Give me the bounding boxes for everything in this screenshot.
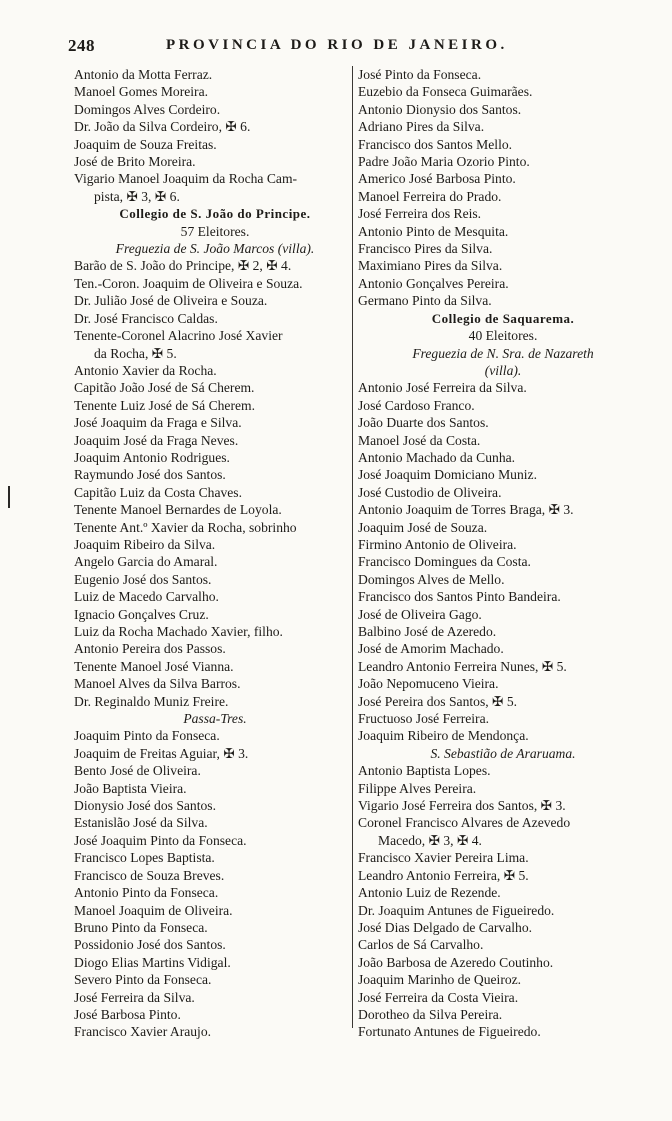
right-column bbox=[358, 66, 648, 1041]
left-parish-heading: Freguezia de S. João Marcos (villa). bbox=[115, 241, 315, 257]
right-entry: José Cardoso Franco. bbox=[358, 397, 475, 413]
right-entry: Francisco Xavier Pereira Lima. bbox=[358, 850, 529, 866]
left-entry: Joaquim de Souza Freitas. bbox=[74, 136, 217, 152]
left-entry: José Ferreira da Silva. bbox=[74, 989, 195, 1005]
left-entry: Barão de S. João do Principe, ✠ 2, ✠ 4. bbox=[74, 258, 292, 274]
left-entry: Joaquim Antonio Rodrigues. bbox=[74, 449, 230, 465]
column-divider bbox=[352, 66, 353, 1028]
running-title: PROVINCIA DO RIO DE JANEIRO. bbox=[166, 37, 508, 53]
right-parish-heading: Freguezia de N. Sra. de Nazareth bbox=[412, 345, 594, 361]
left-entry: Francisco Lopes Baptista. bbox=[74, 850, 215, 866]
left-entry: Vigario Manoel Joaquim da Rocha Cam- bbox=[74, 171, 298, 187]
right-entry: Firmino Antonio de Oliveira. bbox=[358, 536, 517, 552]
left-entry: Estanislão José da Silva. bbox=[74, 815, 208, 831]
left-entry: José Joaquim Pinto da Fonseca. bbox=[74, 832, 247, 848]
left-entry-continuation: pista, ✠ 3, ✠ 6. bbox=[94, 188, 180, 204]
left-parish-heading: Passa-Tres. bbox=[183, 711, 247, 727]
right-entry: Joaquim Ribeiro de Mendonça. bbox=[358, 728, 529, 744]
right-entry: Antonio Dionysio dos Santos. bbox=[358, 101, 522, 117]
right-entry: Antonio Baptista Lopes. bbox=[358, 763, 491, 779]
left-entry: Tenente Manoel Bernardes de Loyola. bbox=[74, 502, 282, 518]
left-entry: Capitão Luiz da Costa Chaves. bbox=[74, 484, 242, 500]
right-entry: José Ferreira da Costa Vieira. bbox=[358, 989, 519, 1005]
right-entry: José Joaquim Domiciano Muniz. bbox=[358, 467, 537, 483]
right-entry: Vigario José Ferreira dos Santos, ✠ 3. bbox=[358, 798, 566, 814]
right-entry: Francisco dos Santos Mello. bbox=[358, 136, 513, 152]
left-entry: José de Brito Moreira. bbox=[74, 154, 196, 170]
right-entry: Balbino José de Azeredo. bbox=[358, 624, 497, 639]
right-entry: Francisco Pires da Silva. bbox=[358, 241, 493, 257]
right-entry: Carlos de Sá Carvalho. bbox=[358, 937, 484, 953]
left-entry: Diogo Elias Martins Vidigal. bbox=[74, 954, 231, 970]
right-entry: José Pereira dos Santos, ✠ 5. bbox=[358, 693, 518, 709]
left-entry: Tenente Manoel José Vianna. bbox=[74, 658, 234, 674]
left-entry: Ignacio Gonçalves Cruz. bbox=[74, 606, 209, 622]
right-entry: José Ferreira dos Reis. bbox=[358, 206, 482, 222]
right-entry: Antonio Joaquim de Torres Braga, ✠ 3. bbox=[358, 502, 574, 518]
right-entry-continuation: Macedo, ✠ 3, ✠ 4. bbox=[378, 832, 482, 848]
left-entry: Luiz de Macedo Carvalho. bbox=[74, 589, 219, 605]
right-entry: Leandro Antonio Ferreira Nunes, ✠ 5. bbox=[358, 658, 567, 674]
left-entry: Joaquim Pinto da Fonseca. bbox=[74, 728, 220, 744]
right-entry: José Dias Delgado de Carvalho. bbox=[358, 919, 533, 935]
left-entry: Antonio Pereira dos Passos. bbox=[74, 641, 226, 657]
right-entry: Fructuoso José Ferreira. bbox=[358, 711, 489, 727]
right-entry: Joaquim José de Souza. bbox=[358, 519, 488, 535]
right-entry: João Barbosa de Azeredo Coutinho. bbox=[358, 954, 554, 970]
left-entry: Dr. João da Silva Cordeiro, ✠ 6. bbox=[74, 119, 251, 135]
right-entry: Filippe Alves Pereira. bbox=[358, 780, 477, 796]
right-parish-heading: (villa). bbox=[484, 362, 522, 378]
left-entry: Dionysio José dos Santos. bbox=[74, 798, 216, 814]
right-entry: Manoel José da Costa. bbox=[358, 432, 481, 448]
right-entry: Padre João Maria Ozorio Pinto. bbox=[358, 154, 530, 170]
left-entry: Bruno Pinto da Fonseca. bbox=[74, 919, 208, 935]
right-entry: Antonio Pinto de Mesquita. bbox=[358, 223, 509, 239]
left-entry: Eugenio José dos Santos. bbox=[74, 571, 212, 587]
right-entry: João Nepomuceno Vieira. bbox=[358, 676, 499, 692]
left-column bbox=[74, 66, 356, 1041]
right-entry: João Duarte dos Santos. bbox=[358, 415, 489, 431]
left-entry: Joaquim de Freitas Aguiar, ✠ 3. bbox=[74, 745, 249, 761]
left-entry: Angelo Garcia do Amaral. bbox=[74, 554, 218, 570]
left-entry: Antonio Xavier da Rocha. bbox=[74, 362, 217, 378]
right-entry: Antonio Luiz de Rezende. bbox=[358, 885, 501, 901]
right-entry: Antonio José Ferreira da Silva. bbox=[358, 380, 527, 396]
right-entry: Leandro Antonio Ferreira, ✠ 5. bbox=[358, 867, 529, 883]
left-entry: Luiz da Rocha Machado Xavier, filho. bbox=[74, 624, 283, 639]
right-entry: José Custodio de Oliveira. bbox=[358, 484, 502, 500]
right-entry: José Pinto da Fonseca. bbox=[358, 67, 482, 82]
right-parish-heading: S. Sebastião de Araruama. bbox=[430, 745, 576, 761]
right-section-heading: Collegio de Saquarema. bbox=[431, 310, 575, 326]
left-entry: José Joaquim da Fraga e Silva. bbox=[74, 415, 242, 431]
right-entry: Americo José Barbosa Pinto. bbox=[358, 171, 516, 187]
page-header bbox=[68, 36, 548, 58]
right-entry: Germano Pinto da Silva. bbox=[358, 293, 492, 309]
left-entry: Antonio da Motta Ferraz. bbox=[74, 67, 213, 82]
right-entry: Adriano Pires da Silva. bbox=[358, 119, 485, 135]
right-entry: Antonio Machado da Cunha. bbox=[358, 449, 516, 465]
left-entry: Dr. Reginaldo Muniz Freire. bbox=[74, 693, 229, 709]
right-entry: Manoel Ferreira do Prado. bbox=[358, 188, 502, 204]
right-entry: Francisco dos Santos Pinto Bandeira. bbox=[358, 589, 561, 605]
left-entry: Severo Pinto da Fonseca. bbox=[74, 972, 212, 988]
right-entry: Joaquim Marinho de Queiroz. bbox=[358, 972, 522, 988]
right-entry: Dr. Joaquim Antunes de Figueiredo. bbox=[358, 902, 555, 918]
left-entry: Joaquim Ribeiro da Silva. bbox=[74, 536, 216, 552]
right-entry: Fortunato Antunes de Figueiredo. bbox=[358, 1024, 541, 1040]
left-electors-count: 57 Eleitores. bbox=[180, 223, 250, 239]
left-section-heading: Collegio de S. João do Principe. bbox=[119, 206, 311, 222]
right-entry: Antonio Gonçalves Pereira. bbox=[358, 275, 509, 291]
left-entry: Tenente-Coronel Alacrino José Xavier bbox=[74, 328, 283, 344]
left-entry: Joaquim José da Fraga Neves. bbox=[74, 432, 239, 448]
margin-mark bbox=[8, 486, 10, 508]
right-entry: Maximiano Pires da Silva. bbox=[358, 258, 503, 274]
left-entry: Possidonio José dos Santos. bbox=[74, 937, 226, 953]
left-entry: Dr. José Francisco Caldas. bbox=[74, 310, 218, 326]
left-entry: Antonio Pinto da Fonseca. bbox=[74, 885, 219, 901]
right-entry: Francisco Domingues da Costa. bbox=[358, 554, 531, 570]
left-entry-continuation: da Rocha, ✠ 5. bbox=[94, 345, 177, 361]
right-entry: Euzebio da Fonseca Guimarães. bbox=[358, 84, 533, 100]
left-entry: Manoel Gomes Moreira. bbox=[74, 84, 209, 100]
left-entry: Dr. Julião José de Oliveira e Souza. bbox=[74, 293, 268, 309]
left-entry: Tenente Luiz José de Sá Cherem. bbox=[74, 397, 255, 413]
right-entry: José de Oliveira Gago. bbox=[358, 606, 482, 622]
left-entry: Bento José de Oliveira. bbox=[74, 763, 201, 779]
right-entry: Domingos Alves de Mello. bbox=[358, 571, 505, 587]
left-entry: João Baptista Vieira. bbox=[74, 780, 187, 796]
left-entry: Domingos Alves Cordeiro. bbox=[74, 101, 221, 117]
page-number: 248 bbox=[68, 36, 95, 55]
left-entry: Francisco de Souza Breves. bbox=[74, 867, 225, 883]
left-entry: Raymundo José dos Santos. bbox=[74, 467, 226, 483]
left-entry: Capitão João José de Sá Cherem. bbox=[74, 380, 255, 396]
left-entry: José Barbosa Pinto. bbox=[74, 1006, 181, 1022]
left-entry: Francisco Xavier Araujo. bbox=[74, 1024, 212, 1040]
right-electors-count: 40 Eleitores. bbox=[468, 328, 538, 344]
right-entry: Dorotheo da Silva Pereira. bbox=[358, 1006, 503, 1022]
left-entry: Tenente Ant.º Xavier da Rocha, sobrinho bbox=[74, 519, 297, 535]
right-entry: Coronel Francisco Alvares de Azevedo bbox=[358, 815, 571, 831]
left-entry: Manoel Joaquim de Oliveira. bbox=[74, 902, 233, 918]
left-entry: Manoel Alves da Silva Barros. bbox=[74, 676, 241, 692]
left-entry: Ten.-Coron. Joaquim de Oliveira e Souza. bbox=[74, 275, 303, 291]
right-entry: José de Amorim Machado. bbox=[358, 641, 504, 657]
